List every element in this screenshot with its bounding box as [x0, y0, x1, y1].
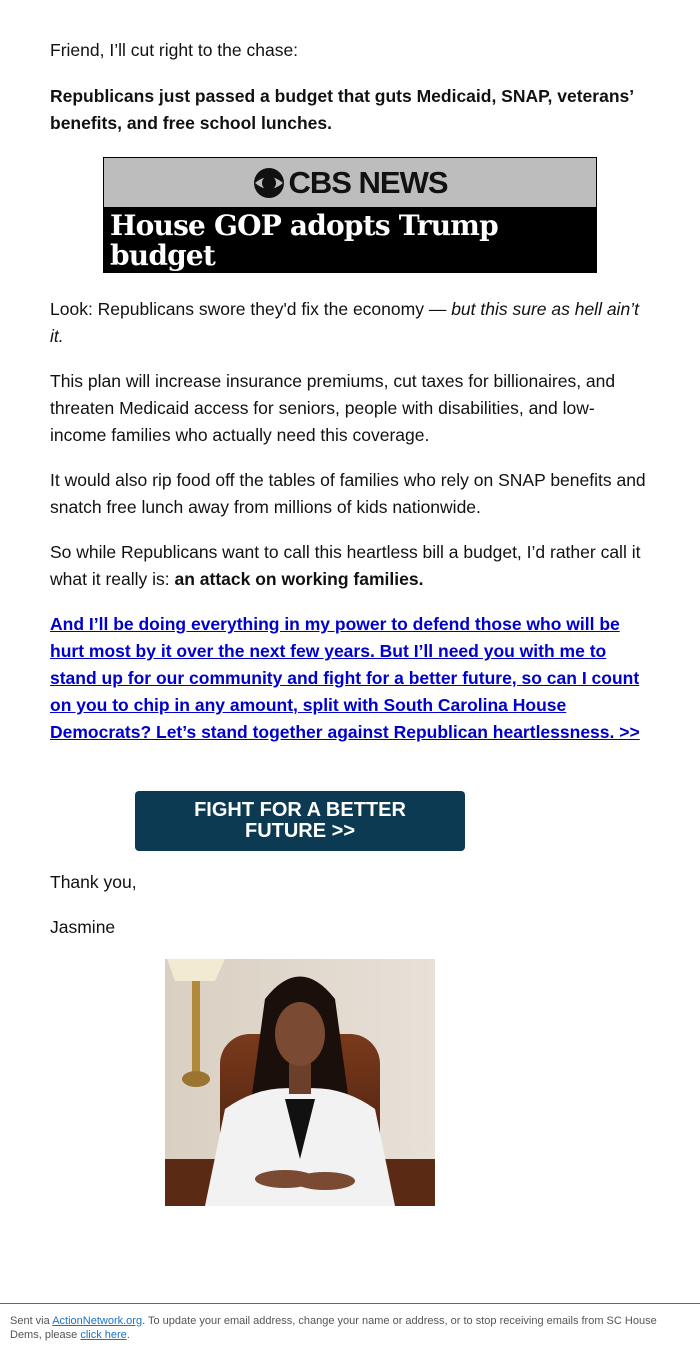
paragraph-1 [50, 296, 650, 350]
greeting: Friend, I’ll cut right to the chase: [50, 40, 299, 60]
cbs-logo [252, 165, 447, 201]
signoff: Thank you, [50, 872, 137, 892]
email-footer [0, 1303, 700, 1371]
footer-text-middle: . To update your email address, change your name or address, or to stop receiving emails from SC House Dems, please [10, 1315, 657, 1341]
news-image-header [104, 158, 596, 207]
footer-text-end: . [126, 1329, 130, 1341]
cta-link[interactable]: And I’ll be doing everything in my power to defend those who will be hurt most by it over the next few years. But I’ll need you with me to stand up for our community and fight for a better future, so can I count on you to chip in any amount, split with South Carolina House Democrats? Let’s stand together against Republican heartlessness. >> [50, 614, 640, 742]
actionnetwork-link[interactable]: ActionNetwork.org [52, 1315, 143, 1327]
portrait-photo [165, 959, 435, 1206]
paragraph-1-text: Look: Republicans swore they'd fix the economy — [50, 299, 452, 319]
news-headline-image [103, 157, 597, 302]
footer-text-start: Sent via [10, 1315, 53, 1327]
paragraph-4-text: So while Republicans want to call this heartless bill a budget, I’d rather call it what it really is: [50, 542, 641, 589]
headline: Republicans just passed a budget that guts Medicaid, SNAP, veterans’ benefits, and free school lunches. [50, 86, 634, 133]
cbs-eye-icon [252, 166, 286, 200]
news-image-headline [104, 207, 596, 301]
unsubscribe-link[interactable]: click here [80, 1329, 127, 1341]
news-headline-line-1: House GOP adopts Trump budget [110, 209, 498, 272]
paragraph-4 [50, 539, 650, 593]
signature: Jasmine [50, 917, 116, 937]
cta-paragraph [50, 611, 645, 746]
paragraph-1-italic: but this sure as hell ain’t it. [50, 299, 639, 346]
paragraph-4-bold: an attack on working families. [174, 569, 424, 589]
cbs-logo-text: CBS NEWS [288, 164, 448, 200]
paragraph-2: This plan will increase insurance premiums, cut taxes for billionaires, and threaten Medicaid access for seniors, people with disabilities, and low-income families who actually need this coverage. [50, 371, 616, 445]
paragraph-3: It would also rip food off the tables of families who rely on SNAP benefits and snatch free lunch away from millions of kids nationwide. [50, 470, 646, 517]
donate-button[interactable]: FIGHT FOR A BETTER FUTURE >> [135, 791, 465, 851]
portrait-image [165, 959, 435, 1206]
news-headline-line-2: plan after conservatives fold [110, 269, 534, 302]
